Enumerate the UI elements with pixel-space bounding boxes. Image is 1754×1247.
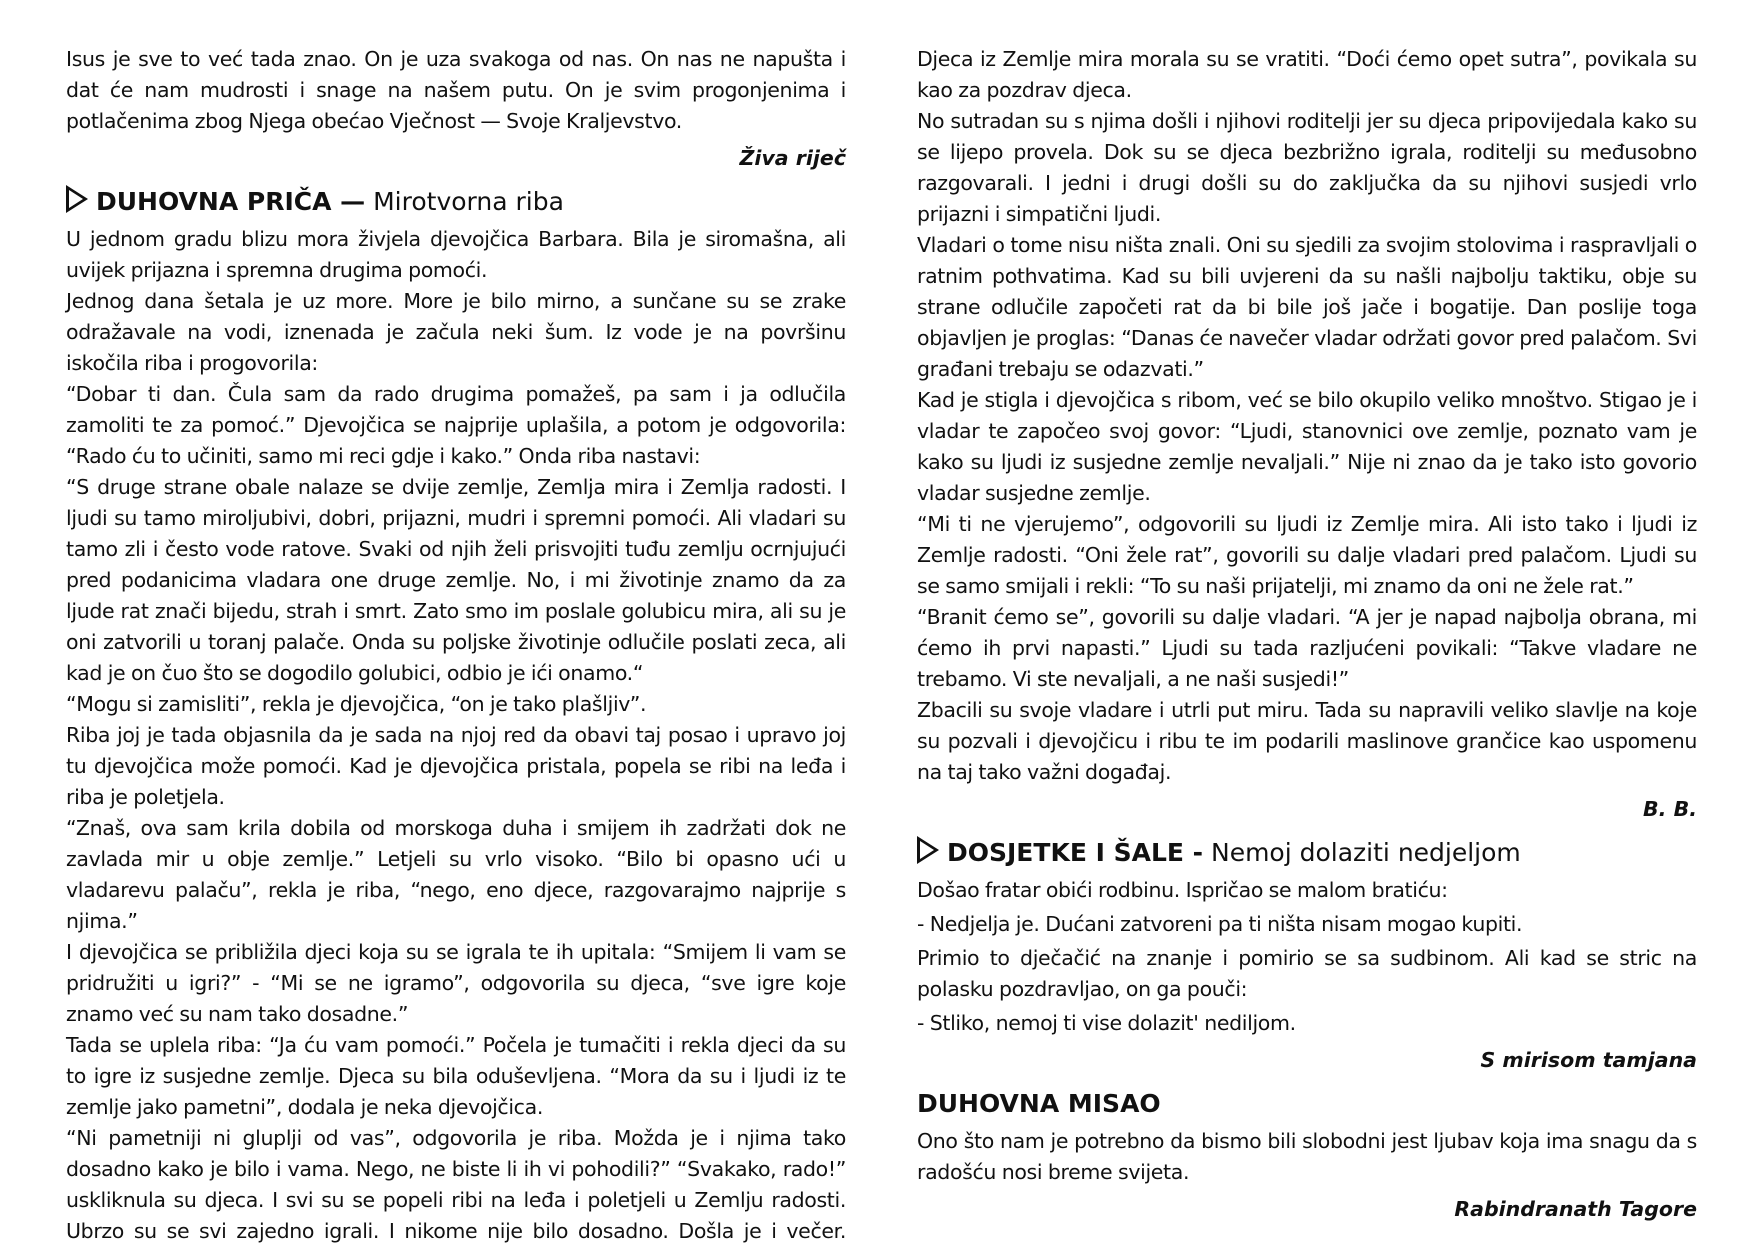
story-paragraph: “Branit ćemo se”, govorili su dalje vladari. “A jer je napad najbolja obrana, mi ćemo ih prvi napasti.” Ljudi su tada razljućeni povikali: “Takve vladare ne trebamo. Vi ste nevaljali, a ne naši susjedi!” — [917, 605, 1697, 691]
story-paragraph: Vladari o tome nisu ništa znali. Oni su sjedili za svojim stolovima i raspravljali o ratnim pothvatima. Kad su bili uvjereni da su našli najbolju taktiku, obje su strane odlučile započeti rat da bi bile još jače i bogatije. Dan poslije toga objavljen je proglas: “Danas će navečer vladar održati govor pred palačom. Svi građani trebaju se odazvati.” — [917, 233, 1697, 381]
jokes-heading-label: DOSJETKE I ŠALE - — [947, 838, 1204, 867]
story-paragraph: Djeca iz Zemlje mira morala su se vratiti. “Doći ćemo opet sutra”, povikala su kao za pozdrav djeca. — [917, 47, 1697, 102]
intro-paragraph: Isus je sve to već tada znao. On je uza svakoga od nas. On nas ne napušta i dat će nam mudrosti i snage na našem putu. On je svim progonjenima i potlačenima zbog Njega obećao Vječnost — Svoje Kraljevstvo. — [66, 47, 846, 133]
story-paragraph: Tada se uplela riba: “Ja ću vam pomoći.” Počela je tumačiti i rekla djeci da su to igre iz susjedne zemlje. Djeca su bila oduševljena. “Mora da su i ljudi iz te zemlje jako pametni”, dodala je neka djevojčica. — [66, 1033, 846, 1119]
thought-signature: Rabindranath Tagore — [1454, 1197, 1697, 1221]
story-paragraph: Jednog dana šetala je uz more. More je bilo mirno, a sunčane su se zrake odražavale na vodi, iznenada je začula neki šum. Iz vode je na površinu iskočila riba i progovorila: — [66, 289, 846, 375]
thought-paragraph: Ono što nam je potrebno da bismo bili slobodni jest ljubav koja ima snagu da s radošću nosi breme svijeta. — [917, 1129, 1697, 1184]
joke-paragraph: Došao fratar obići rodbinu. Ispričao se malom bratiću: — [917, 878, 1448, 902]
intro-signature: Živa riječ — [739, 146, 846, 170]
story-paragraph: “Znaš, ova sam krila dobila od morskoga duha i smijem ih zadržati dok ne zavlada mir u obje zemlje.” Letjeli su vrlo visoko. “Bilo bi opasno ući u vladarevu palaču”, rekla je riba, “nego, eno djece, razgovarajmo najprije s njima.” — [66, 816, 846, 933]
jokes-heading-title: Nemoj dolaziti nedjeljom — [1211, 838, 1521, 867]
story-paragraph: Riba joj je tada objasnila da je sada na njoj red da obavi taj posao i upravo joj tu djevojčica može pomoći. Kad je djevojčica pristala, popela se ribi na leđa i riba je poletjela. — [66, 723, 846, 809]
story-heading — [66, 184, 846, 220]
story-heading-label: DUHOVNA PRIČA — — [96, 187, 366, 216]
story-signature: B. B. — [1643, 797, 1697, 821]
right-column — [917, 44, 1697, 1229]
left-column — [66, 44, 846, 1247]
story-paragraph: Zbacili su svoje vladare i utrli put miru. Tada su napravili veliko slavlje na koje su pozvali i djevojčicu i ribu te im podarili maslinove grančice kao uspomenu na taj tako važni događaj. — [917, 698, 1697, 784]
story-paragraph: I djevojčica se približila djeci koja su se igrala te ih upitala: “Smijem li vam se pridružiti u igri?” - “Mi se ne igramo”, odgovorila su djeca, “sve igre koje znamo već su nam tako dosadne.” — [66, 940, 846, 1026]
triangle-bullet-icon — [917, 836, 939, 864]
story-paragraph: “Mi ti ne vjerujemo”, odgovorili su ljudi iz Zemlje mira. Ali isto tako i ljudi iz Zemlje radosti. “Oni žele rat”, govorili su dalje vladari pred palačom. Ljudi su se samo smijali i rekli: “To su naši prijatelji, mi znamo da oni ne žele rat.” — [917, 512, 1697, 598]
joke-paragraph: - Nedjelja je. Dućani zatvoreni pa ti ništa nisam mogao kupiti. — [917, 912, 1523, 936]
story-heading-title: Mirotvorna riba — [373, 187, 564, 216]
triangle-bullet-icon — [66, 185, 88, 213]
thought-heading: DUHOVNA MISAO — [917, 1089, 1161, 1118]
joke-paragraph: - Stliko, nemoj ti vise dolazit' nediljom. — [917, 1011, 1296, 1035]
story-paragraph: U jednom gradu blizu mora živjela djevojčica Barbara. Bila je siromašna, ali uvijek prijazna i spremna drugima pomoći. — [66, 227, 846, 282]
joke-paragraph: Primio to dječačić na znanje i pomirio se sa sudbinom. Ali kad se stric na polasku pozdravljao, on ga pouči: — [917, 946, 1697, 1001]
story-paragraph: “S druge strane obale nalaze se dvije zemlje, Zemlja mira i Zemlja radosti. I ljudi su tamo miroljubivi, dobri, prijazni, mudri i spremni pomoći. Ali vladari su tamo zli i često vode ratove. Svaki od njih želi prisvojiti tuđu zemlju ocrnjujući pred podanicima vladara one druge zemlje. No, i mi životinje znamo da za ljude rat znači bijedu, strah i smrt. Zato smo im poslale golubicu mira, ali su je oni zatvorili u toranj palače. Onda su poljske životinje odlučile poslati zeca, ali kad je on čuo što se dogodilo golubici, odbio je ići onamo.“ — [66, 475, 846, 685]
story-paragraph: “Mogu si zamisliti”, rekla je djevojčica, “on je tako plašljiv”. — [66, 692, 647, 716]
jokes-heading — [917, 835, 1697, 871]
story-paragraph: “Ni pametniji ni gluplji od vas”, odgovorila je riba. Možda je i njima tako dosadno kako je bilo i vama. Nego, ne biste li ih vi pohodili?” “Svakako, rado!” uskliknula su djeca. I svi su se popeli ribi na leđa i poletjeli u Zemlju radosti. Ubrzo su se svi zajedno igrali. I nikome nije bilo dosadno. Došla je i večer. — [66, 1126, 846, 1243]
story-paragraph: “Dobar ti dan. Čula sam da rado drugima pomažeš, pa sam i ja odlučila zamoliti te za pomoć.” Djevojčica se najprije uplašila, a potom je odgovorila: “Rado ću to učiniti, samo mi reci gdje i kako.” Onda riba nastavi: — [66, 382, 846, 468]
jokes-signature: S mirisom tamjana — [1480, 1048, 1697, 1072]
story-paragraph: No sutradan su s njima došli i njihovi roditelji jer su djeca pripovijedala kako su se lijepo provela. Dok su se djeca bezbrižno igrala, roditelji su međusobno razgovarali. I jedni i drugi došli su do zaključka da su njihovi susjedi vrlo prijazni i simpatični ljudi. — [917, 109, 1697, 226]
story-paragraph: Kad je stigla i djevojčica s ribom, već se bilo okupilo veliko mnoštvo. Stigao je i vladar te započeo svoj govor: “Ljudi, stanovnici ove zemlje, poznato vam je kako su ljudi iz susjedne zemlje nevaljali.” Nije ni znao da je tako isto govorio vladar susjedne zemlje. — [917, 388, 1697, 505]
